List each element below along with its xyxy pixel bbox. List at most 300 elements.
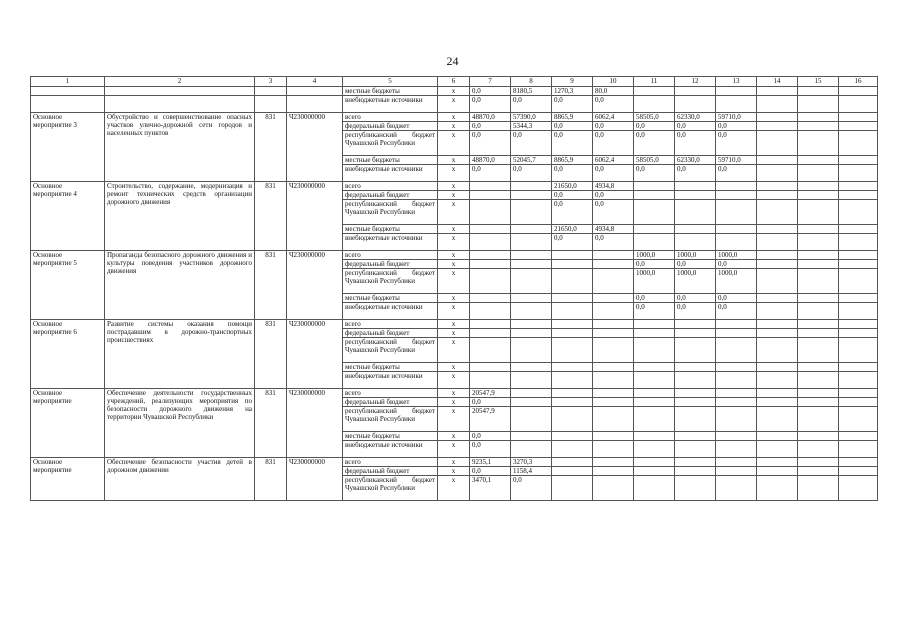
value-cell: 0,0 [511,476,552,501]
value-cell [593,338,634,363]
value-cell [634,225,675,234]
value-cell [511,251,552,260]
value-cell: 21650,0 [552,182,593,191]
value-cell [757,269,798,294]
value-cell [839,225,878,234]
code-cell: 831 [255,389,287,458]
value-cell: 8865,9 [552,156,593,165]
value-cell [716,458,757,467]
value-cell [798,338,839,363]
value-cell [798,398,839,407]
code-cell: 831 [255,182,287,251]
value-cell [593,251,634,260]
value-cell [757,329,798,338]
value-cell [634,96,675,113]
value-cell: 3470,1 [470,476,511,501]
value-cell [839,87,878,96]
value-cell: 1000,0 [634,251,675,260]
col-header: 16 [839,77,878,87]
value-cell [675,320,716,329]
marker-cell: x [438,389,470,398]
value-cell: 0,0 [716,260,757,269]
value-cell [675,329,716,338]
value-cell [839,389,878,398]
value-cell [839,432,878,441]
value-cell [716,338,757,363]
value-cell: 52045,7 [511,156,552,165]
funding-source-cell: республиканский бюджет Чувашской Республики [343,131,438,156]
code-cell: Ч230000000 [287,113,343,182]
value-cell [757,320,798,329]
value-cell [634,389,675,398]
value-cell [552,363,593,372]
value-cell [593,389,634,398]
value-cell [716,441,757,458]
code-cell: Ч230000000 [287,182,343,251]
value-cell [798,269,839,294]
value-cell: 0,0 [634,303,675,320]
value-cell [757,407,798,432]
marker-cell: x [438,467,470,476]
marker-cell: x [438,225,470,234]
value-cell: 0,0 [511,131,552,156]
value-cell [675,87,716,96]
code-cell: Ч230000000 [287,389,343,458]
value-cell [470,294,511,303]
value-cell [593,407,634,432]
value-cell [716,363,757,372]
value-cell [593,269,634,294]
value-cell [716,225,757,234]
value-cell [470,363,511,372]
value-cell [757,398,798,407]
value-cell [593,476,634,501]
value-cell [675,234,716,251]
marker-cell: x [438,165,470,182]
marker-cell: x [438,191,470,200]
value-cell: 0,0 [552,200,593,225]
table-row [31,182,878,191]
value-cell [839,407,878,432]
value-cell [675,407,716,432]
value-cell [634,398,675,407]
value-cell [716,87,757,96]
value-cell [634,87,675,96]
value-cell [511,441,552,458]
code-cell: 831 [255,320,287,389]
marker-cell: x [438,131,470,156]
value-cell: 48870,0 [470,113,511,122]
value-cell [470,260,511,269]
value-cell [634,191,675,200]
col-header: 1 [31,77,105,87]
value-cell: 0,0 [470,441,511,458]
value-cell [593,441,634,458]
value-cell [470,191,511,200]
value-cell: 80,0 [593,87,634,96]
empty-cell [287,87,343,96]
value-cell [552,329,593,338]
value-cell [593,467,634,476]
value-cell [839,260,878,269]
funding-source-cell: всего [343,251,438,260]
value-cell [757,191,798,200]
value-cell [716,329,757,338]
value-cell: 20547,9 [470,389,511,398]
value-cell [798,441,839,458]
value-cell [716,234,757,251]
funding-source-cell: республиканский бюджет Чувашской Республики [343,200,438,225]
marker-cell: x [438,269,470,294]
col-header: 9 [552,77,593,87]
value-cell: 62330,0 [675,113,716,122]
value-cell [634,467,675,476]
value-cell [798,320,839,329]
value-cell [470,251,511,260]
marker-cell: x [438,234,470,251]
value-cell [757,165,798,182]
empty-cell [287,96,343,113]
code-cell: 831 [255,113,287,182]
marker-cell: x [438,398,470,407]
value-cell [511,407,552,432]
funding-source-cell: местные бюджеты [343,432,438,441]
marker-cell: x [438,338,470,363]
funding-source-cell: внебюджетные источники [343,234,438,251]
funding-source-cell: всего [343,458,438,467]
value-cell [716,200,757,225]
value-cell: 8180,5 [511,87,552,96]
value-cell [511,191,552,200]
value-cell: 0,0 [593,234,634,251]
funding-source-cell: внебюджетные источники [343,165,438,182]
col-header: 10 [593,77,634,87]
col-header: 14 [757,77,798,87]
value-cell [634,432,675,441]
value-cell: 0,0 [634,131,675,156]
value-cell [839,96,878,113]
value-cell [593,303,634,320]
value-cell [593,398,634,407]
value-cell [552,467,593,476]
marker-cell: x [438,441,470,458]
value-cell [757,476,798,501]
budget-table [30,76,878,501]
value-cell: 58505,0 [634,113,675,122]
value-cell [757,338,798,363]
empty-cell [31,87,105,96]
value-cell: 0,0 [675,294,716,303]
value-cell: 1158,4 [511,467,552,476]
value-cell [634,329,675,338]
value-cell [798,191,839,200]
value-cell [757,389,798,398]
value-cell: 0,0 [552,131,593,156]
value-cell: 21650,0 [552,225,593,234]
value-cell [757,200,798,225]
col-header: 7 [470,77,511,87]
value-cell [470,182,511,191]
value-cell [634,338,675,363]
value-cell [511,200,552,225]
value-cell [593,432,634,441]
value-cell [552,389,593,398]
value-cell [798,122,839,131]
value-cell [757,122,798,131]
value-cell [511,225,552,234]
col-header: 4 [287,77,343,87]
value-cell [634,234,675,251]
value-cell [634,407,675,432]
value-cell: 0,0 [470,87,511,96]
marker-cell: x [438,432,470,441]
value-cell [798,372,839,389]
value-cell: 0,0 [716,122,757,131]
value-cell [757,303,798,320]
value-cell [839,441,878,458]
value-cell [470,303,511,320]
value-cell [839,182,878,191]
value-cell [675,432,716,441]
value-cell [552,338,593,363]
value-cell: 0,0 [593,122,634,131]
value-cell: 0,0 [716,131,757,156]
marker-cell: x [438,458,470,467]
value-cell [757,251,798,260]
empty-cell [255,96,287,113]
marker-cell: x [438,329,470,338]
marker-cell: x [438,182,470,191]
value-cell: 20547,9 [470,407,511,432]
code-cell: Ч230000000 [287,320,343,389]
value-cell [552,432,593,441]
value-cell [839,165,878,182]
value-cell: 0,0 [593,200,634,225]
value-cell [552,458,593,467]
value-cell [634,182,675,191]
value-cell: 1000,0 [634,269,675,294]
value-cell: 0,0 [716,294,757,303]
value-cell [552,303,593,320]
table-row [31,320,878,329]
empty-cell [105,96,255,113]
value-cell [839,156,878,165]
value-cell: 0,0 [552,122,593,131]
value-cell [634,441,675,458]
value-cell [798,294,839,303]
value-cell [798,87,839,96]
marker-cell: x [438,363,470,372]
code-cell: 831 [255,458,287,501]
value-cell [798,156,839,165]
value-cell [757,96,798,113]
code-cell: Ч230000000 [287,251,343,320]
value-cell [634,476,675,501]
col-header: 5 [343,77,438,87]
value-cell [634,320,675,329]
value-cell: 0,0 [634,294,675,303]
col-header: 2 [105,77,255,87]
value-cell: 0,0 [470,122,511,131]
value-cell [511,329,552,338]
activity-name-cell: Основное мероприятие 5 [31,251,105,320]
value-cell [757,260,798,269]
value-cell: 48870,0 [470,156,511,165]
value-cell [757,87,798,96]
value-cell: 0,0 [511,96,552,113]
funding-source-cell: федеральный бюджет [343,467,438,476]
value-cell [839,372,878,389]
table-row [31,113,878,122]
value-cell [511,294,552,303]
value-cell [839,363,878,372]
value-cell [798,476,839,501]
value-cell: 0,0 [716,303,757,320]
col-header: 11 [634,77,675,87]
value-cell [511,260,552,269]
value-cell: 0,0 [634,165,675,182]
value-cell: 0,0 [675,303,716,320]
value-cell: 4934,8 [593,225,634,234]
activity-name-cell: Основное мероприятие 6 [31,320,105,389]
value-cell [675,372,716,389]
code-cell: Ч230000000 [287,458,343,501]
header-row [31,77,878,87]
funding-source-cell: местные бюджеты [343,225,438,234]
value-cell [634,372,675,389]
value-cell [593,294,634,303]
funding-source-cell: местные бюджеты [343,87,438,96]
value-cell [757,294,798,303]
value-cell [675,441,716,458]
funding-source-cell: внебюджетные источники [343,303,438,320]
value-cell [634,363,675,372]
value-cell [757,458,798,467]
value-cell: 0,0 [470,165,511,182]
value-cell: 0,0 [552,234,593,251]
marker-cell: x [438,156,470,165]
marker-cell: x [438,476,470,501]
value-cell: 9235,1 [470,458,511,467]
value-cell [839,467,878,476]
funding-source-cell: всего [343,320,438,329]
value-cell [798,234,839,251]
value-cell [634,200,675,225]
value-cell [470,234,511,251]
marker-cell: x [438,294,470,303]
activity-description-cell: Пропаганда безопасного дорожного движения и культуры поведения участников дорожного движения [105,251,255,320]
value-cell [839,131,878,156]
value-cell [511,303,552,320]
value-cell [716,320,757,329]
funding-source-cell: республиканский бюджет Чувашской Республики [343,407,438,432]
value-cell [798,458,839,467]
value-cell [470,338,511,363]
value-cell: 0,0 [675,122,716,131]
marker-cell: x [438,87,470,96]
value-cell: 1000,0 [716,251,757,260]
value-cell [511,269,552,294]
value-cell: 0,0 [470,131,511,156]
value-cell: 4934,8 [593,182,634,191]
value-cell [511,398,552,407]
funding-source-cell: всего [343,182,438,191]
value-cell [798,113,839,122]
value-cell: 62330,0 [675,156,716,165]
value-cell [798,407,839,432]
table-row [31,87,878,96]
value-cell [839,320,878,329]
activity-description-cell: Обеспечение безопасности участия детей в дорожном движении [105,458,255,501]
value-cell: 59710,0 [716,156,757,165]
value-cell [511,389,552,398]
value-cell [593,260,634,269]
value-cell [675,476,716,501]
code-cell: 831 [255,251,287,320]
activity-name-cell: Основное мероприятие [31,389,105,458]
funding-source-cell: республиканский бюджет Чувашской Республики [343,269,438,294]
funding-source-cell: местные бюджеты [343,363,438,372]
value-cell [552,407,593,432]
value-cell [716,389,757,398]
empty-cell [105,87,255,96]
value-cell [470,372,511,389]
marker-cell: x [438,320,470,329]
value-cell [675,225,716,234]
value-cell: 1000,0 [675,269,716,294]
value-cell: 0,0 [675,131,716,156]
table-row [31,251,878,260]
funding-source-cell: республиканский бюджет Чувашской Республики [343,338,438,363]
value-cell [552,269,593,294]
value-cell: 0,0 [593,131,634,156]
value-cell [716,398,757,407]
activity-description-cell: Строительство, содержание, модернизация и ремонт технических средств организации дорожного движения [105,182,255,251]
table-body [31,87,878,501]
value-cell [716,476,757,501]
funding-source-cell: федеральный бюджет [343,329,438,338]
value-cell: 0,0 [634,122,675,131]
value-cell [839,122,878,131]
marker-cell: x [438,407,470,432]
value-cell [798,182,839,191]
value-cell [511,363,552,372]
col-header: 6 [438,77,470,87]
value-cell: 0,0 [552,191,593,200]
value-cell [757,234,798,251]
value-cell [552,372,593,389]
value-cell: 0,0 [552,165,593,182]
value-cell [593,363,634,372]
value-cell [798,329,839,338]
value-cell [675,363,716,372]
value-cell [552,441,593,458]
value-cell: 59710,0 [716,113,757,122]
value-cell [757,441,798,458]
marker-cell: x [438,113,470,122]
activity-name-cell: Основное мероприятие 4 [31,182,105,251]
marker-cell: x [438,96,470,113]
value-cell [839,234,878,251]
value-cell [593,320,634,329]
value-cell [552,260,593,269]
value-cell: 0,0 [593,165,634,182]
activity-description-cell: Обустройство и совершенствование опасных участков улично-дорожной сети городов и населенных пунктов [105,113,255,182]
value-cell: 0,0 [634,260,675,269]
value-cell: 0,0 [511,165,552,182]
col-header: 15 [798,77,839,87]
value-cell [716,467,757,476]
